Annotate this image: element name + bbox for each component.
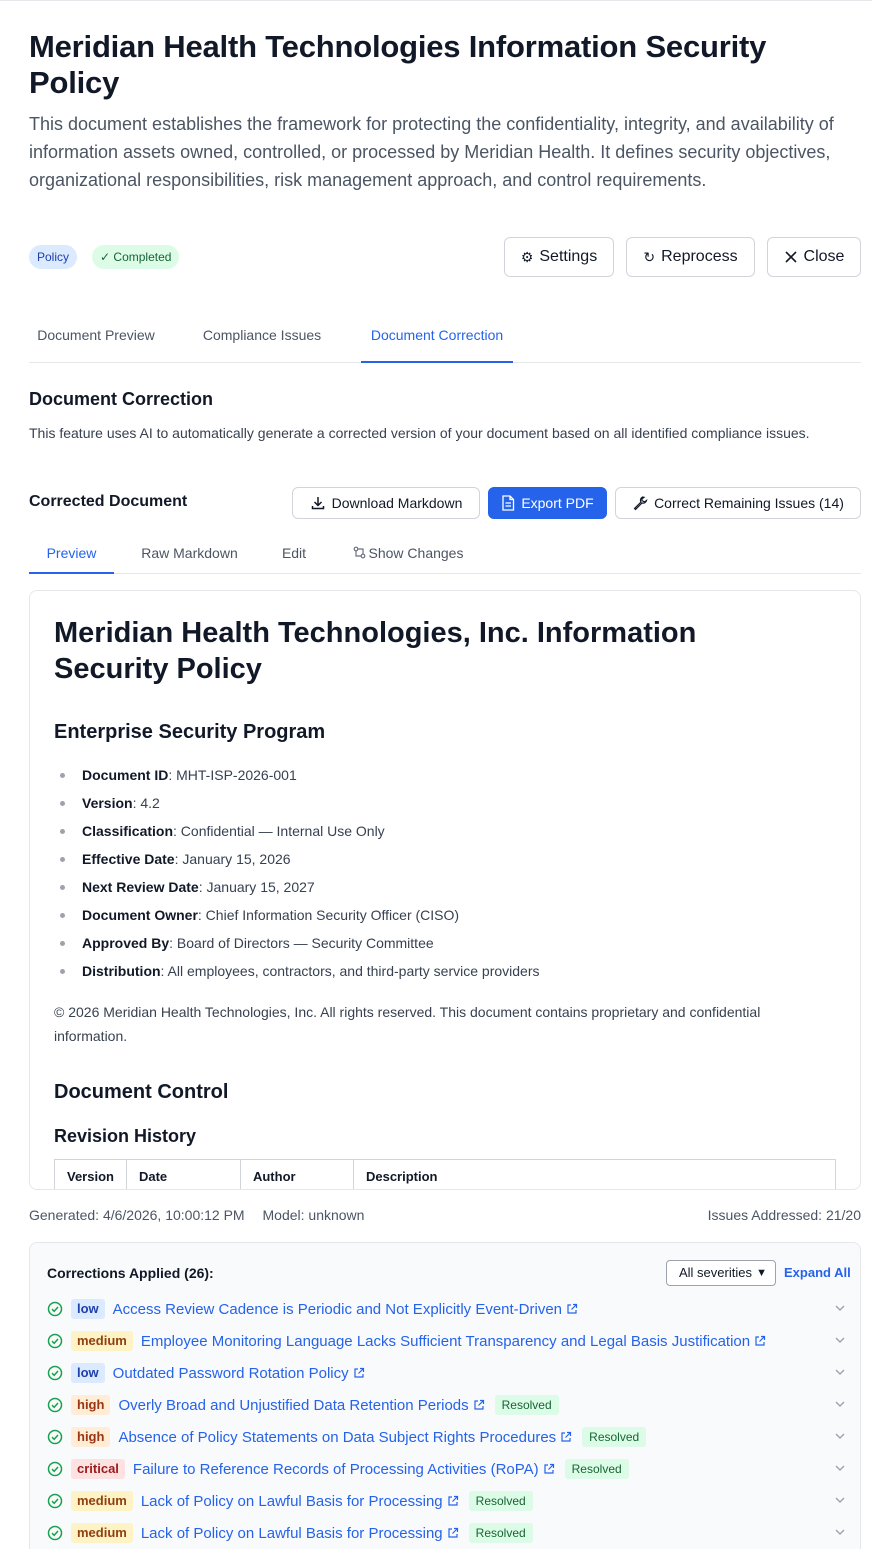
correction-row[interactable] (47, 1361, 847, 1385)
check-circle-icon (47, 1333, 63, 1349)
severity-badge: high (71, 1395, 110, 1415)
list-item: Effective Date: January 15, 2026 (54, 848, 834, 876)
close-icon (784, 250, 798, 264)
expand-all-button[interactable]: Expand All (784, 1265, 851, 1280)
download-icon (310, 495, 326, 511)
check-circle-icon (47, 1301, 63, 1317)
status-badge-label: Completed (113, 250, 172, 264)
check-circle-icon (47, 1461, 63, 1477)
correction-row[interactable] (47, 1393, 847, 1417)
check-circle-icon (47, 1525, 63, 1541)
generation-info (29, 1207, 364, 1223)
correct-remaining-label: Correct Remaining Issues (14) (654, 495, 844, 511)
doc-title: Meridian Health Technologies, Inc. Information Security Policy (54, 617, 697, 685)
correction-row[interactable] (47, 1489, 847, 1513)
correction-title-link[interactable]: Outdated Password Rotation Policy (112, 1364, 349, 1382)
check-circle-icon (47, 1397, 63, 1413)
external-link-icon[interactable] (560, 1431, 572, 1443)
main-tabs (29, 312, 861, 363)
doc-heading-revision: Revision History (54, 1126, 197, 1146)
reprocess-button-label: Reprocess (661, 248, 738, 265)
severity-badge: low (71, 1299, 105, 1319)
export-pdf-label: Export PDF (521, 495, 594, 511)
chevron-down-icon[interactable] (833, 1429, 847, 1443)
chevron-down-icon[interactable] (833, 1365, 847, 1379)
external-link-icon[interactable] (447, 1527, 459, 1539)
reprocess-button[interactable] (626, 237, 755, 277)
file-icon (501, 495, 515, 511)
corrected-document-title: Corrected Document (29, 493, 188, 510)
chevron-down-icon[interactable] (833, 1301, 847, 1315)
chevron-down-icon[interactable] (833, 1493, 847, 1507)
correction-title-link[interactable]: Failure to Reference Records of Processing Activities (RoPA) (132, 1460, 539, 1478)
close-button[interactable] (767, 237, 861, 277)
page-description: This document establishes the framework for protecting the confidentiality, integrity, and availability of information assets owned, controlled, or processed by Meridian Health. It defines security objectives, organizational responsibilities, risk management approach, and control requirements. (29, 114, 834, 190)
external-link-icon[interactable] (543, 1463, 555, 1475)
table-header: Description (353, 1160, 835, 1191)
document-preview-pane[interactable] (29, 590, 861, 1190)
external-link-icon[interactable] (754, 1335, 766, 1347)
section-description: This feature uses AI to automatically generate a corrected version of your document based on all identified compliance issues. (29, 425, 810, 441)
settings-button-label: Settings (539, 248, 598, 265)
chevron-down-icon: ▼ (756, 1267, 767, 1279)
corrections-panel (29, 1242, 861, 1549)
gear-icon: ⚙ (520, 248, 534, 265)
tab-compliance-issues[interactable]: Compliance Issues (202, 327, 322, 343)
doc-copyright: © 2026 Meridian Health Technologies, Inc. All rights reserved. This document contains proprietary and confidential information. (54, 1004, 761, 1044)
section-title: Document Correction (29, 389, 214, 409)
external-link-icon[interactable] (473, 1399, 485, 1411)
correction-title-link[interactable]: Lack of Policy on Lawful Basis for Processing (140, 1524, 443, 1542)
export-pdf-button[interactable] (488, 487, 607, 519)
doc-heading-control: Document Control (54, 1081, 229, 1103)
correction-row[interactable] (47, 1457, 847, 1481)
refresh-icon: ↻ (643, 248, 656, 265)
resolved-badge: Resolved (469, 1523, 533, 1543)
table-header: Author (240, 1160, 353, 1191)
type-badge: Policy (29, 245, 77, 269)
severity-badge: medium (71, 1331, 133, 1351)
list-item: Version: 4.2 (54, 792, 834, 820)
severity-badge: critical (71, 1459, 125, 1479)
subtab-show-changes[interactable] (339, 536, 477, 574)
resolved-badge: Resolved (469, 1491, 533, 1511)
correction-row[interactable] (47, 1425, 847, 1449)
severity-badge: high (71, 1427, 110, 1447)
list-item: Document Owner: Chief Information Security Officer (CISO) (54, 904, 834, 932)
status-badge (92, 245, 179, 269)
doc-metadata-list (54, 764, 834, 988)
resolved-badge: Resolved (582, 1427, 646, 1447)
download-markdown-label: Download Markdown (331, 495, 463, 511)
settings-button[interactable] (504, 237, 614, 277)
severity-filter-select[interactable] (666, 1260, 776, 1286)
doc-heading-program: Enterprise Security Program (54, 721, 326, 743)
subtab-preview[interactable]: Preview (29, 536, 114, 574)
check-circle-icon (47, 1493, 63, 1509)
list-item: Classification: Confidential — Internal Use Only (54, 820, 834, 848)
correct-remaining-button[interactable] (615, 487, 861, 519)
severity-badge: low (71, 1363, 105, 1383)
issues-addressed: Issues Addressed: 21/20 (707, 1207, 861, 1223)
view-subtabs (29, 536, 861, 574)
subtab-edit[interactable]: Edit (281, 545, 307, 561)
revision-table (54, 1159, 836, 1190)
severity-badge: medium (71, 1523, 133, 1543)
external-link-icon[interactable] (566, 1303, 578, 1315)
tab-document-preview[interactable]: Document Preview (37, 327, 155, 343)
show-changes-label: Show Changes (368, 545, 464, 561)
close-button-label: Close (803, 248, 845, 265)
correction-title-link[interactable]: Access Review Cadence is Periodic and Not Explicitly Event-Driven (112, 1300, 563, 1318)
resolved-badge: Resolved (495, 1395, 559, 1415)
correction-title-link[interactable]: Overly Broad and Unjustified Data Retention Periods (118, 1396, 469, 1414)
subtab-raw-markdown[interactable]: Raw Markdown (141, 545, 238, 561)
generated-timestamp: Generated: 4/6/2026, 10:00:12 PM (29, 1207, 245, 1223)
check-circle-icon (47, 1429, 63, 1445)
tab-document-correction[interactable]: Document Correction (361, 312, 513, 363)
list-item: Document ID: MHT-ISP-2026-001 (54, 764, 834, 792)
chevron-down-icon[interactable] (833, 1461, 847, 1475)
correction-row[interactable] (47, 1329, 847, 1353)
correction-row[interactable] (47, 1297, 847, 1321)
table-header: Version (55, 1160, 127, 1191)
chevron-down-icon[interactable] (833, 1397, 847, 1411)
external-link-icon[interactable] (447, 1495, 459, 1507)
severity-filter-value: All severities (679, 1265, 752, 1280)
list-item: Next Review Date: January 15, 2027 (54, 876, 834, 904)
table-header: Date (126, 1160, 240, 1191)
chevron-down-icon[interactable] (833, 1333, 847, 1347)
correction-row[interactable] (47, 1521, 847, 1545)
check-circle-icon (47, 1365, 63, 1381)
chevron-down-icon[interactable] (833, 1525, 847, 1539)
check-icon: ✓ (100, 250, 111, 264)
correction-title-link[interactable]: Employee Monitoring Language Lacks Sufficient Transparency and Legal Basis Justification (140, 1332, 751, 1350)
wrench-icon (632, 495, 648, 511)
download-markdown-button[interactable] (292, 487, 480, 519)
diff-icon (353, 546, 366, 559)
correction-title-link[interactable]: Absence of Policy Statements on Data Subject Rights Procedures (118, 1428, 557, 1446)
page-title: Meridian Health Technologies Information Security Policy (29, 29, 767, 100)
list-item: Approved By: Board of Directors — Security Committee (54, 932, 834, 960)
severity-badge: medium (71, 1491, 133, 1511)
correction-title-link[interactable]: Lack of Policy on Lawful Basis for Processing (140, 1492, 443, 1510)
external-link-icon[interactable] (353, 1367, 365, 1379)
corrections-heading: Corrections Applied (26): (47, 1265, 214, 1281)
list-item: Distribution: All employees, contractors, and third-party service providers (54, 960, 834, 988)
model-info: Model: unknown (262, 1207, 365, 1223)
resolved-badge: Resolved (565, 1459, 629, 1479)
top-border (0, 0, 872, 1)
